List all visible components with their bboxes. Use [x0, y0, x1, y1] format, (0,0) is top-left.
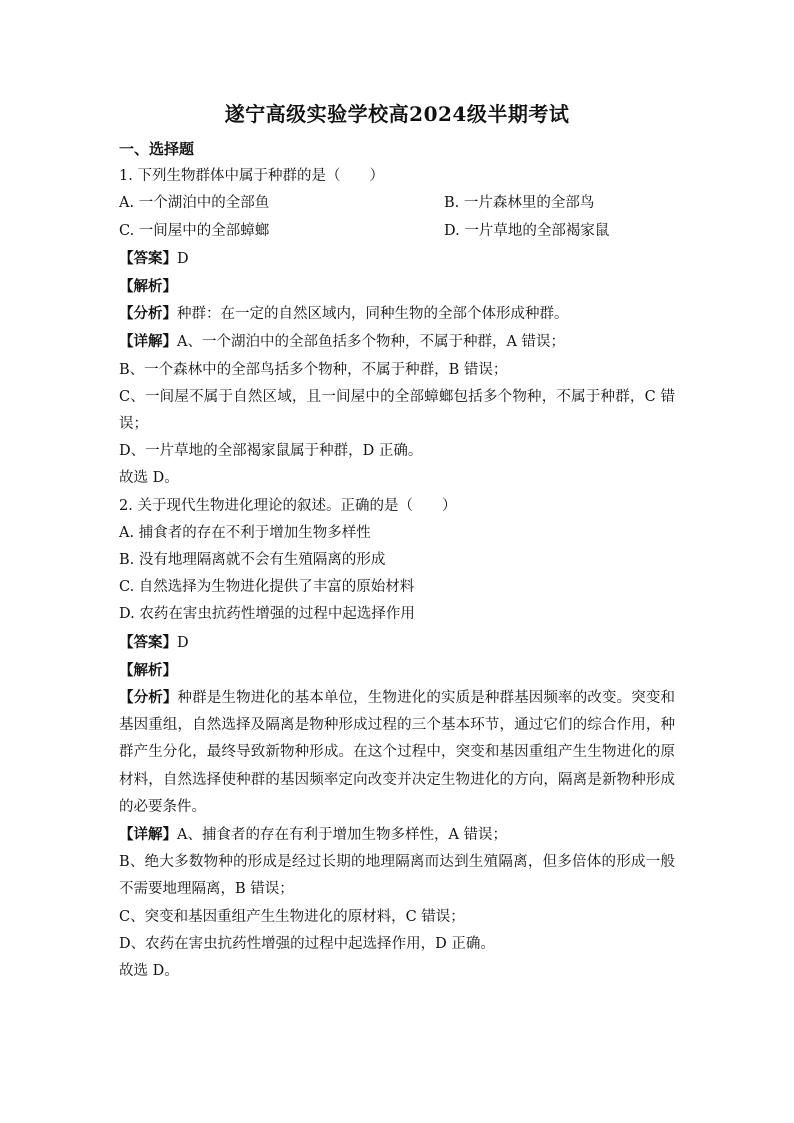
fenxi-tag: 【分析】 [119, 689, 178, 707]
xiangjie-text: A、一个湖泊中的全部鱼括多个物种，不属于种群，A 错误； [177, 334, 566, 351]
question-1 [119, 163, 675, 492]
question-1-option-c: C. 一间屋中的全部蟑螂 [119, 222, 270, 239]
question-1-conclusion: 故选 D。 [119, 470, 179, 487]
question-2-option-d: D. 农药在害虫抗药性增强的过程中起选择作用 [119, 606, 415, 623]
document-body [119, 136, 675, 985]
answer-value: D [177, 634, 189, 651]
answer-tag: 【答案】 [119, 249, 177, 267]
question-1-xiangjie-line-d: D、一片草地的全部褐家鼠属于种群，D 正确。 [119, 443, 423, 460]
question-2-xiangjie-line-a [119, 821, 675, 849]
question-2-answer [119, 629, 675, 657]
section-heading: 一、选择题 [119, 140, 195, 158]
question-2-xiangjie-line-c: C、突变和基因重组产生生物进化的原材料，C 错误； [119, 908, 465, 925]
answer-value: D [177, 250, 189, 267]
question-2-conclusion: 故选 D。 [119, 963, 179, 980]
question-1-stem: 1. 下列生物群体中属于种群的是（ ） [119, 168, 384, 185]
question-1-xiangjie-line-c: C、一间屋不属于自然区域，且一间屋中的全部蟑螂包括多个物种，不属于种群，C 错误； [119, 388, 675, 433]
question-1-option-b: B. 一片森林里的全部鸟 [444, 195, 595, 212]
question-1-xiangjie-line-a [119, 328, 675, 356]
question-1-option-d: D. 一片草地的全部褐家鼠 [444, 222, 610, 239]
answer-tag: 【答案】 [119, 633, 177, 651]
question-1-fenxi [119, 300, 675, 328]
question-1-option-a: A. 一个湖泊中的全部鱼 [119, 195, 270, 212]
page-title: 遂宁高级实验学校高2024级半期考试 [224, 102, 570, 126]
question-1-xiangjie-line-b: B、一个森林中的全部鸟括多个物种，不属于种群，B 错误； [119, 361, 508, 378]
fenxi-tag: 【分析】 [119, 305, 177, 323]
question-2-option-b: B. 没有地理隔离就不会有生殖隔离的形成 [119, 552, 386, 569]
question-2-xiangjie-line-b: B、绝大多数物种的形成是经过长期的地理隔离而达到生殖隔离，但多倍体的形成一般不需要地理隔离，B 错误； [119, 854, 675, 898]
question-2-fenxi [119, 684, 675, 821]
question-2-option-a: A. 捕食者的存在不利于增加生物多样性 [119, 524, 371, 541]
xiangjie-text: A、捕食者的存在有利于增加生物多样性，A 错误； [177, 827, 508, 844]
analysis-heading: 【解析】 [119, 278, 177, 296]
fenxi-text: 种群是生物进化的基本单位，生物进化的实质是种群基因频率的改变。突变和基因重组，自然选择及隔离是物种形成过程的三个基本环节，通过它们的综合作用，种群产生分化，最终导致新物种形成。在这个过程中，突变和基因重组产生生物进化的原材料，自然选择使种群的基因频率定向改变并决定生物进化的方向，隔离是新物种形成的必要条件。 [119, 690, 676, 815]
analysis-heading: 【解析】 [119, 661, 177, 679]
question-1-answer [119, 245, 675, 273]
question-2-xiangjie-line-d: D、农药在害虫抗药性增强的过程中起选择作用，D 正确。 [119, 935, 495, 952]
question-2 [119, 493, 675, 986]
question-1-options-row-1 [119, 190, 675, 217]
question-2-stem: 2. 关于现代生物进化理论的叙述。正确的是（ ） [119, 497, 457, 514]
xiangjie-tag: 【详解】 [119, 333, 177, 351]
question-2-option-c: C. 自然选择为生物进化提供了丰富的原始材料 [119, 579, 415, 596]
question-1-options-row-2 [119, 218, 675, 245]
fenxi-text: 种群：在一定的自然区域内，同种生物的全部个体形成种群。 [177, 306, 569, 323]
xiangjie-tag: 【详解】 [119, 826, 177, 844]
